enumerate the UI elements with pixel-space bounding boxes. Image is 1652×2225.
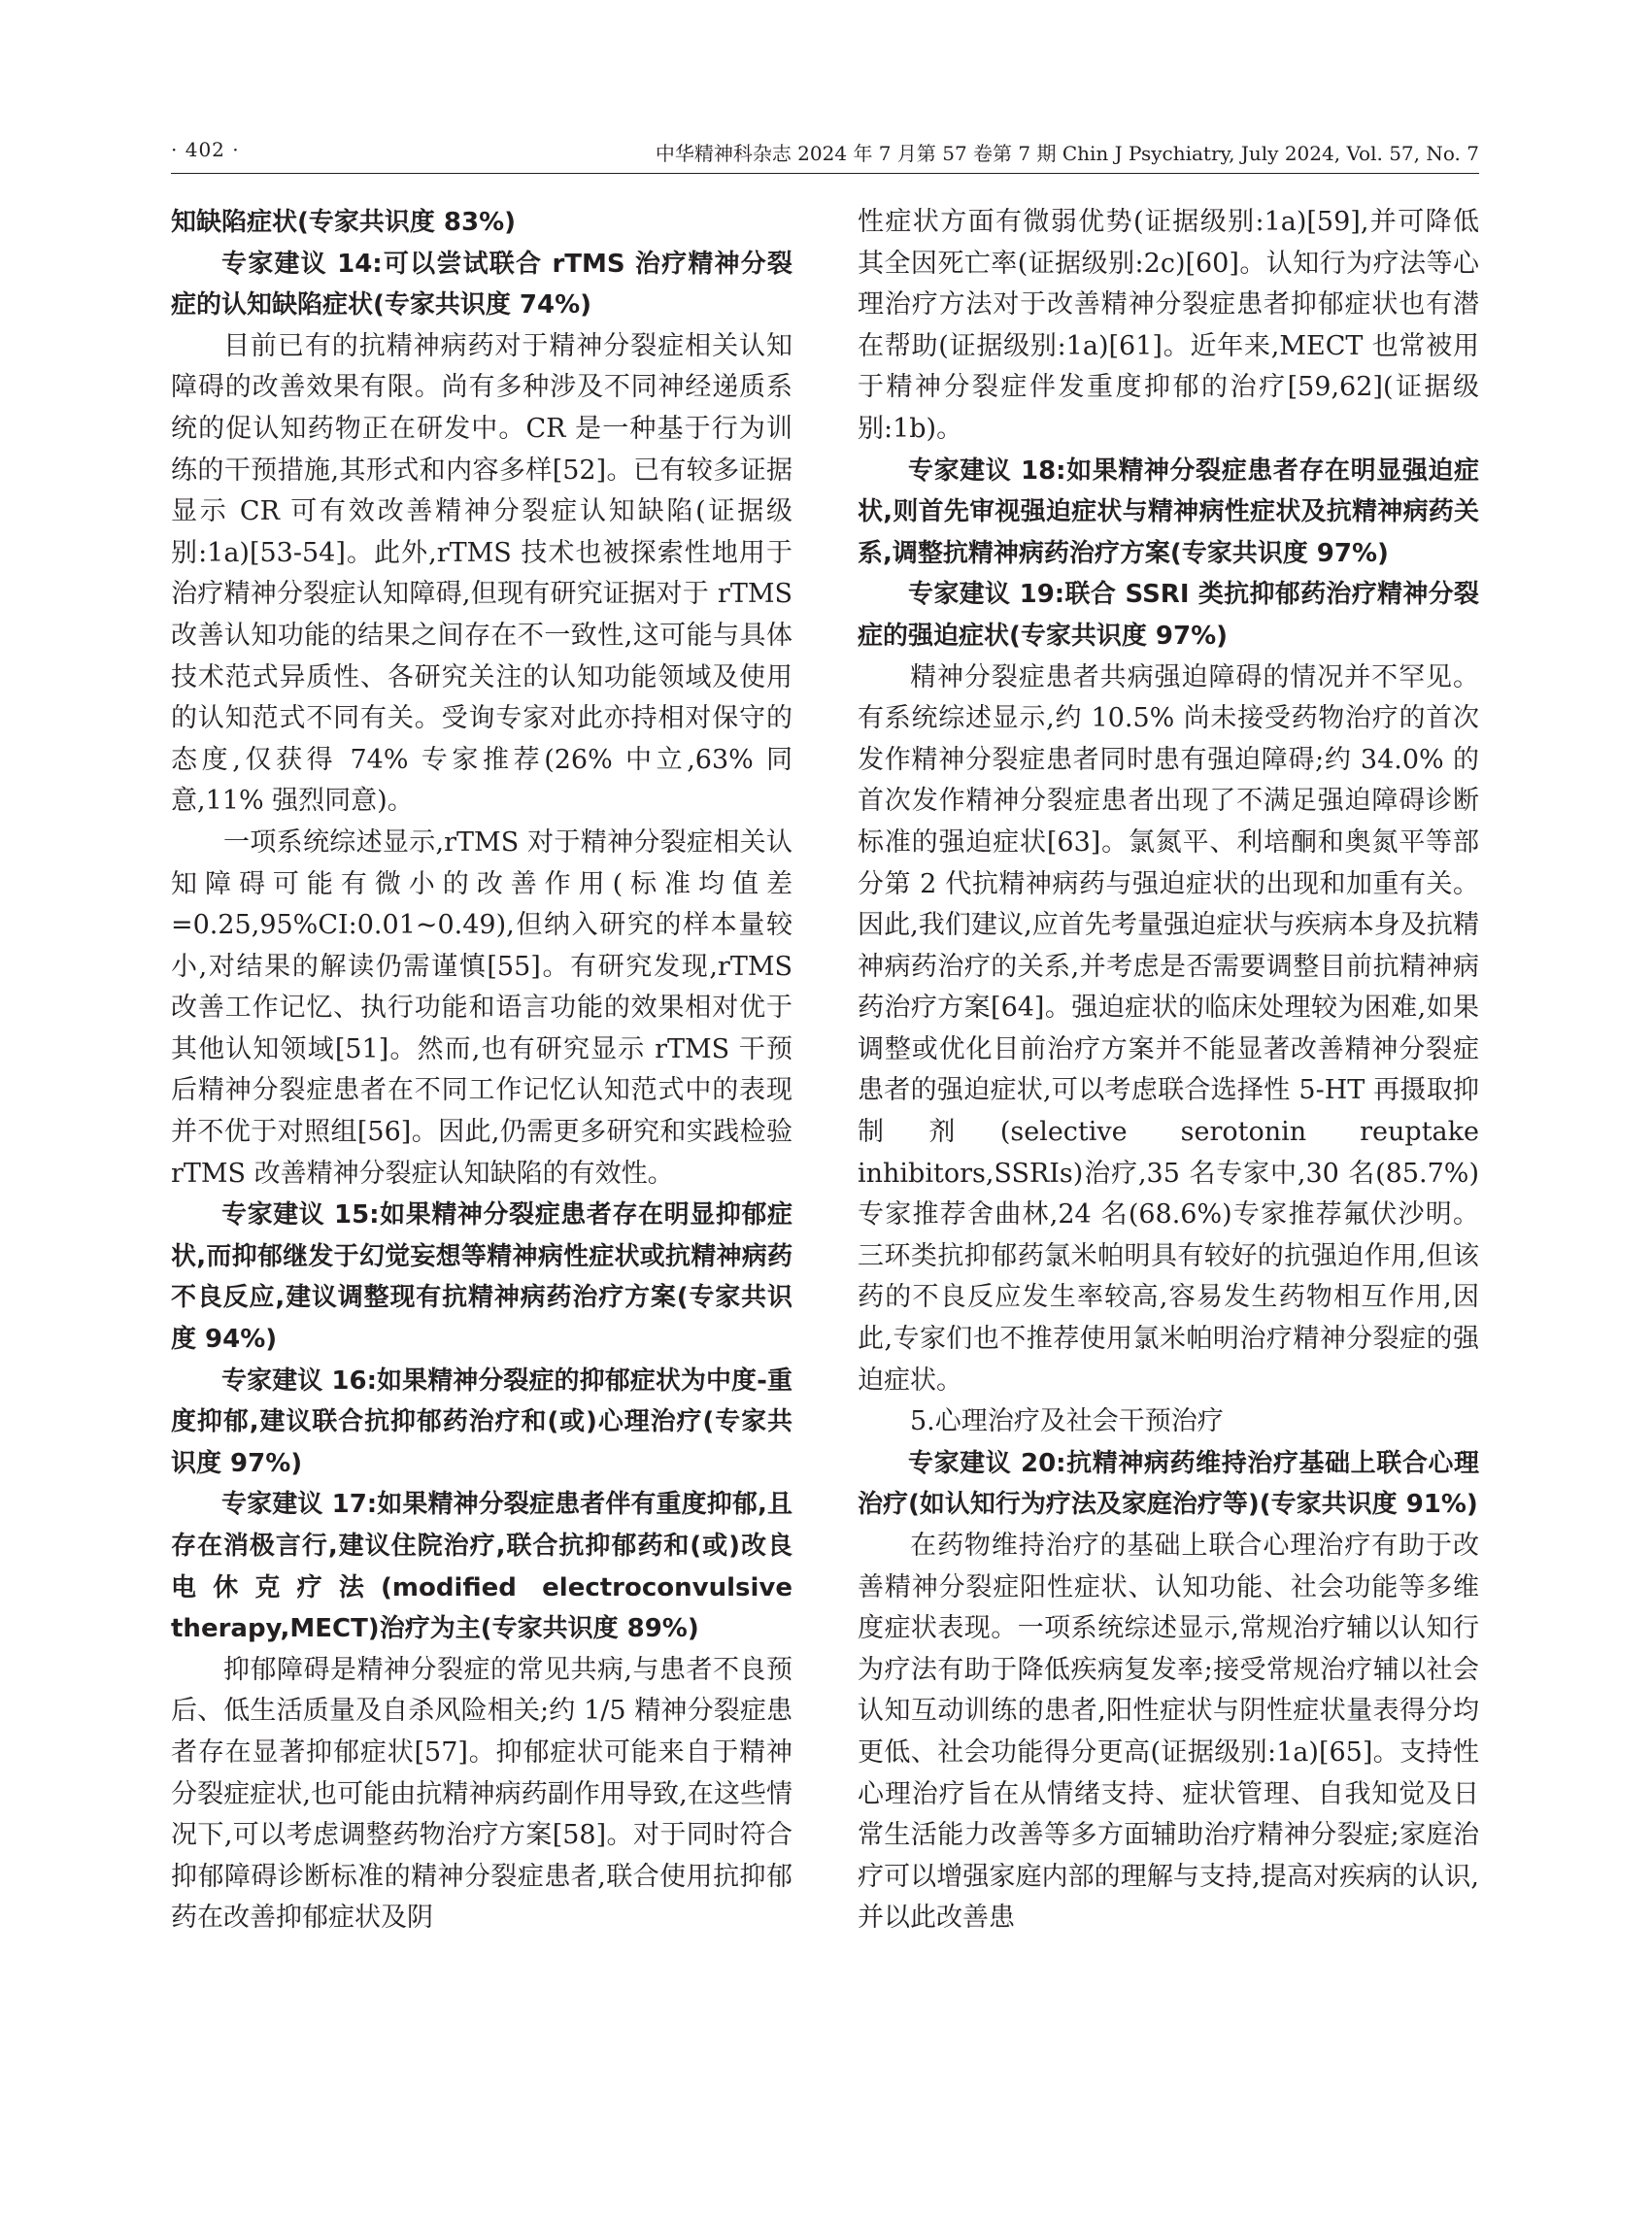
expert-recommendation-15: 专家建议 15:如果精神分裂症患者存在明显抑郁症状,而抑郁继发于幻觉妄想等精神病性症状或抗精神病药不良反应,建议调整现有抗精神病药治疗方案(专家共识度 94%) xyxy=(171,1200,792,1355)
left-column xyxy=(171,202,792,1939)
body-paragraph: 一项系统综述显示,rTMS 对于精神分裂症相关认知障碍可能有微小的改善作用(标准均值差=0.25,95%CI:0.01~0.49),但纳入研究的样本量较小,对结果的解读仍需谨慎[55]。有研究发现,rTMS 改善工作记忆、执行功能和语言功能的效果相对优于其他认知领域[51]。然而,也有研究显示 rTMS 干预后精神分裂症患者在不同工作记忆认知范式中的表现并不优于对照组[56]。因此,仍需更多研究和实践检验 rTMS 改善精神分裂症认知缺陷的有效性。 xyxy=(171,826,792,1189)
body-paragraph: 目前已有的抗精神病药对于精神分裂症相关认知障碍的改善效果有限。尚有多种涉及不同神经递质系统的促认知药物正在研发中。CR 是一种基于行为训练的干预措施,其形式和内容多样[52]。已有较多证据显示 CR 可有效改善精神分裂症认知缺陷(证据级别:1a)[53-54]。此外,rTMS 技术也被探索性地用于治疗精神分裂症认知障碍,但现有研究证据对于 rTMS 改善认知功能的结果之间存在不一致性,这可能与具体技术范式异质性、各研究关注的认知功能领域及使用的认知范式不同有关。受询专家对此亦持相对保守的态度,仅获得 74% 专家推荐(26% 中立,63% 同意,11% 强烈同意)。 xyxy=(171,330,792,817)
page-number: · 402 · xyxy=(171,138,240,161)
body-paragraph: 在药物维持治疗的基础上联合心理治疗有助于改善精神分裂症阳性症状、认知功能、社会功能等多维度症状表现。一项系统综述显示,常规治疗辅以认知行为疗法有助于降低疾病复发率;接受常规治疗辅以社会认知互动训练的患者,阳性症状与阴性症状量表得分均更低、社会功能得分更高(证据级别:1a)[65]。支持性心理治疗旨在从情绪支持、症状管理、自我知觉及日常生活能力改善等多方面辅助治疗精神分裂症;家庭治疗可以增强家庭内部的理解与支持,提高对疾病的认识,并以此改善患 xyxy=(858,1531,1479,1934)
body-paragraph: 精神分裂症患者共病强迫障碍的情况并不罕见。有系统综述显示,约 10.5% 尚未接受药物治疗的首次发作精神分裂症患者同时患有强迫障碍;约 34.0% 的首次发作精神分裂症患者出现了不满足强迫障碍诊断标准的强迫症状[63]。氯氮平、利培酮和奥氮平等部分第 2 代抗精神病药与强迫症状的出现和加重有关。因此,我们建议,应首先考量强迫症状与疾病本身及抗精神病药治疗的关系,并考虑是否需要调整目前抗精神病药治疗方案[64]。强迫症状的临床处理较为困难,如果调整或优化目前治疗方案并不能显著改善精神分裂症患者的强迫症状,可以考虑联合选择性 5-HT 再摄取抑制剂(selective serotonin reuptake inhibitors,SSRIs)治疗,35 名专家中,30 名(85.7%)专家推荐舍曲林,24 名(68.6%)专家推荐氟伏沙明。三环类抗抑郁药氯米帕明具有较好的抗强迫作用,但该药的不良反应发生率较高,容易发生药物相互作用,因此,专家们也不推荐使用氯米帕明治疗精神分裂症的强迫症状。 xyxy=(858,661,1479,1396)
running-header xyxy=(171,134,1479,174)
recommendation-tail: 知缺陷症状(专家共识度 83%) xyxy=(171,208,517,237)
body-paragraph-continued: 性症状方面有微弱优势(证据级别:1a)[59],并可降低其全因死亡率(证据级别:2c)[60]。认知行为疗法等心理治疗方法对于改善精神分裂症患者抑郁症状也有潜在帮助(证据级别:1a)[61]。近年来,MECT 也常被用于精神分裂症伴发重度抑郁的治疗[59,62](证据级别:1b)。 xyxy=(858,207,1479,444)
body-paragraph: 抑郁障碍是精神分裂症的常见共病,与患者不良预后、低生活质量及自杀风险相关;约 1/5 精神分裂症患者存在显著抑郁症状[57]。抑郁症状可能来自于精神分裂症症状,也可能由抗精神病药副作用导致,在这些情况下,可以考虑调整药物治疗方案[58]。对于同时符合抑郁障碍诊断标准的精神分裂症患者,联合使用抗抑郁药在改善抑郁症状及阴 xyxy=(171,1654,792,1934)
expert-recommendation-16: 专家建议 16:如果精神分裂症的抑郁症状为中度-重度抑郁,建议联合抗抑郁药治疗和(或)心理治疗(专家共识度 97%) xyxy=(171,1365,792,1478)
expert-recommendation-20: 专家建议 20:抗精神病药维持治疗基础上联合心理治疗(如认知行为疗法及家庭治疗等)(专家共识度 91%) xyxy=(858,1448,1479,1520)
section-heading: 5.心理治疗及社会干预治疗 xyxy=(910,1406,1224,1437)
journal-citation: 中华精神科杂志 2024 年 7 月第 57 卷第 7 期 Chin J Psychiatry, July 2024, Vol. 57, No. 7 xyxy=(655,142,1479,165)
expert-recommendation-14: 专家建议 14:可以尝试联合 rTMS 治疗精神分裂症的认知缺陷症状(专家共识度 74%) xyxy=(171,249,792,320)
expert-recommendation-17: 专家建议 17:如果精神分裂症患者伴有重度抑郁,且存在消极言行,建议住院治疗,联合抗抑郁药和(或)改良电休克疗法(modified electroconvulsive therapy,MECT)治疗为主(专家共识度 89%) xyxy=(171,1490,792,1644)
expert-recommendation-18: 专家建议 18:如果精神分裂症患者存在明显强迫症状,则首先审视强迫症状与精神病性症状及抗精神病药关系,调整抗精神病药治疗方案(专家共识度 97%) xyxy=(858,455,1479,568)
expert-recommendation-19: 专家建议 19:联合 SSRI 类抗抑郁药治疗精神分裂症的强迫症状(专家共识度 97%) xyxy=(858,580,1479,651)
right-column xyxy=(858,202,1479,1939)
